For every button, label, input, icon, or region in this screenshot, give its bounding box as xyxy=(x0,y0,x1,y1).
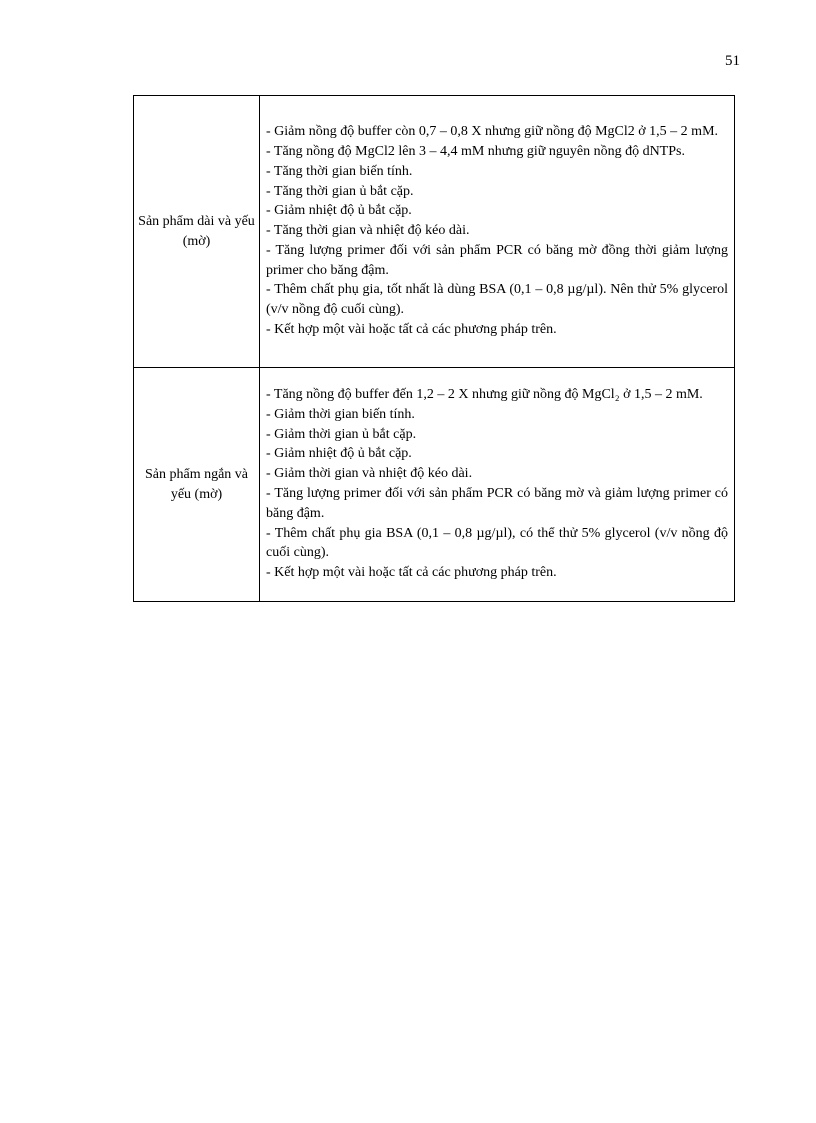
row-label: Sản phẩm ngắn và yếu (mờ) xyxy=(134,368,260,602)
list-item: - Giảm thời gian biến tính. xyxy=(266,406,415,422)
list-item: - Tăng nồng độ buffer đến 1,2 – 2 X nhưng giữ nồng độ MgCl₂ ở 1,5 – 2 mM. xyxy=(266,387,703,403)
list-item: - Tăng thời gian ủ bắt cặp. xyxy=(266,183,414,199)
row-label: Sản phẩm dài và yếu (mờ) xyxy=(134,96,260,368)
list-item: - Giảm thời gian và nhiệt độ kéo dài. xyxy=(266,466,473,482)
table-row xyxy=(134,96,735,368)
list-item: - Tăng nồng độ MgCl2 lên 3 – 4,4 mM nhưng giữ nguyên nồng độ dNTPs. xyxy=(266,143,685,159)
row-content xyxy=(260,96,735,368)
list-item: - Tăng lượng primer đối với sản phẩm PCR có băng mờ đồng thời giảm lượng primer cho băng đậm. xyxy=(266,242,728,278)
list-item: - Tăng thời gian và nhiệt độ kéo dài. xyxy=(266,223,470,239)
list-item: - Tăng lượng primer đối với sản phẩm PCR có băng mờ và giảm lượng primer có băng đậm. xyxy=(266,486,728,521)
list-item: - Kết hợp một vài hoặc tất cả các phương pháp trên. xyxy=(266,565,557,581)
list-item: - Tăng thời gian biến tính. xyxy=(266,163,413,179)
list-item: - Thêm chất phụ gia BSA (0,1 – 0,8 µg/µl), có thể thử 5% glycerol (v/v nồng độ cuối cùng). xyxy=(266,525,728,561)
list-item: - Thêm chất phụ gia, tốt nhất là dùng BSA (0,1 – 0,8 µg/µl). Nên thử 5% glycerol (v/v nồng độ cuối cùng). xyxy=(266,282,728,318)
list-item: - Giảm nồng độ buffer còn 0,7 – 0,8 X nhưng giữ nồng độ MgCl2 ở 1,5 – 2 mM. xyxy=(266,124,719,140)
list-item: - Giảm nhiệt độ ủ bắt cặp. xyxy=(266,203,412,219)
page-number: 51 xyxy=(725,53,740,69)
list-item: - Giảm thời gian ủ bắt cặp. xyxy=(266,426,417,442)
list-item: - Giảm nhiệt độ ủ bắt cặp. xyxy=(266,446,412,462)
row-content xyxy=(260,368,735,602)
list-item: - Kết hợp một vài hoặc tất cả các phương pháp trên. xyxy=(266,322,557,338)
troubleshooting-table xyxy=(133,95,735,602)
table-row xyxy=(134,368,735,602)
